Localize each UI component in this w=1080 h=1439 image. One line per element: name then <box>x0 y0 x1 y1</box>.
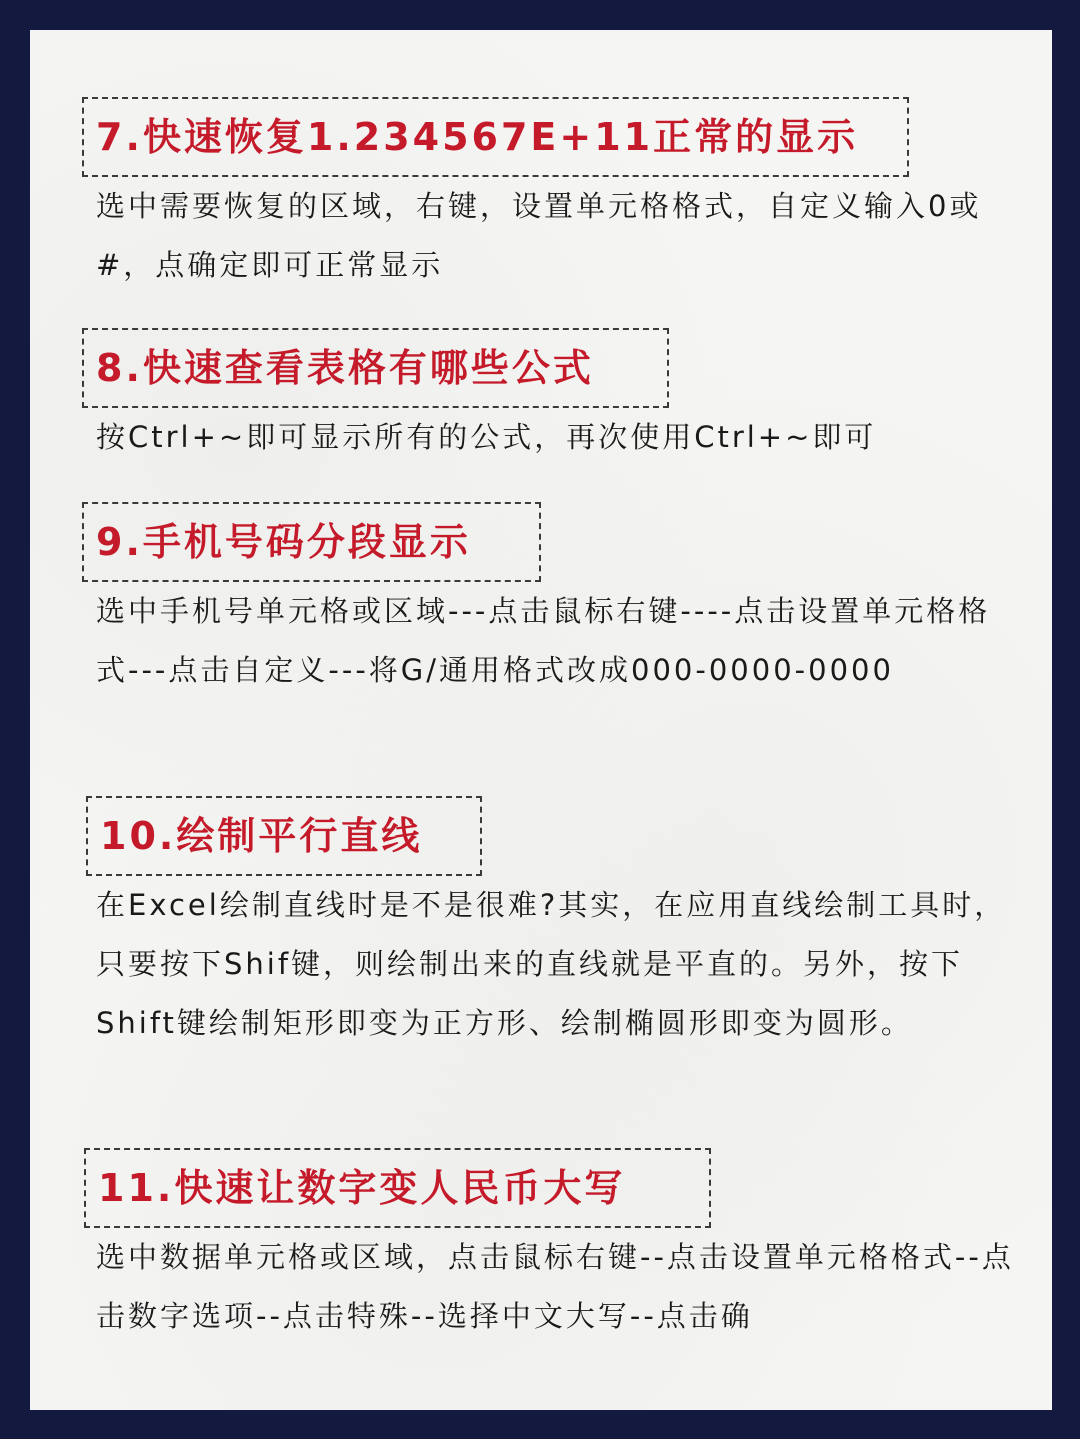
paper-card <box>30 30 1052 1410</box>
section-heading: 9.手机号码分段显示 <box>96 520 471 564</box>
section-heading: 7.快速恢复1.234567E+11正常的显示 <box>96 115 859 159</box>
heading-box <box>82 502 541 582</box>
section-body: 选中数据单元格或区域，点击鼠标右键--点击设置单元格格式--点击数字选项--点击特殊--选择中文大写--点击确 <box>96 1240 1014 1333</box>
section-body: 在Excel绘制直线时是不是很难?其实，在应用直线绘制工具时，只要按下Shif键，则绘制出来的直线就是平直的。另外，按下Shift键绘制矩形即变为正方形、绘制椭圆形即变为圆形。 <box>96 888 1007 1040</box>
section-body: 选中需要恢复的区域，右键，设置单元格格式，自定义输入0或#，点确定即可正常显示 <box>96 189 982 282</box>
heading-box <box>84 1148 711 1228</box>
section-heading: 10.绘制平行直线 <box>100 814 423 858</box>
heading-box <box>82 328 669 408</box>
heading-box <box>82 97 909 177</box>
heading-box <box>86 796 482 876</box>
section-heading: 8.快速查看表格有哪些公式 <box>96 346 594 390</box>
section-body: 按Ctrl+~即可显示所有的公式，再次使用Ctrl+~即可 <box>96 420 877 454</box>
section-heading: 11.快速让数字变人民币大写 <box>98 1166 626 1210</box>
section-body: 选中手机号单元格或区域---点击鼠标右键----点击设置单元格格式---点击自定义---将G/通用格式改成000-0000-0000 <box>96 594 991 687</box>
